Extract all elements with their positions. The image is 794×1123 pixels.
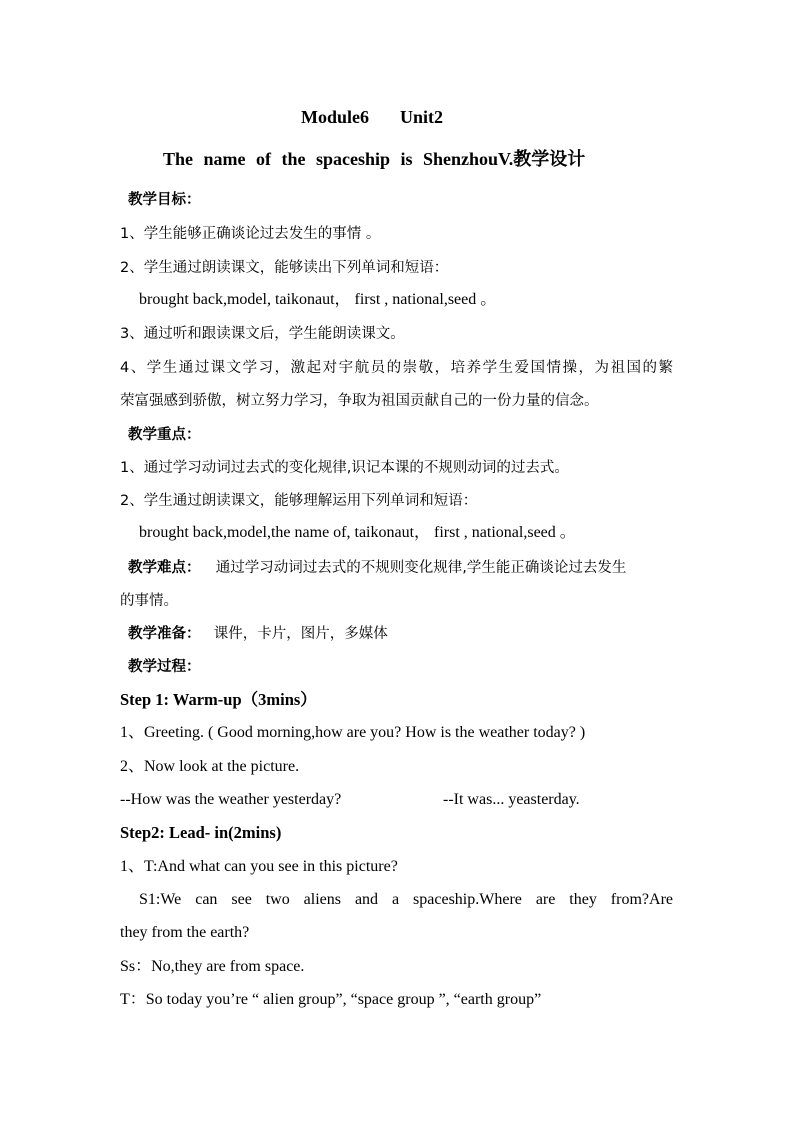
difficulties-line-1 bbox=[128, 558, 626, 578]
key-point-item-1: 1、通过学习动词过去式的变化规律,识记本课的不规则动词的过去式。 bbox=[120, 460, 569, 476]
unit-label: Unit2 bbox=[400, 107, 444, 127]
step1-question: --How was the weather yesterday? bbox=[120, 791, 342, 808]
lesson-title-en: The name of the spaceship is ShenzhouV. bbox=[163, 149, 514, 169]
key-point-item-2: 2、学生通过朗读课文，能够理解运用下列单词和短语： bbox=[120, 493, 478, 509]
objective-item-1: 1、学生能够正确谈论过去发生的事情 。 bbox=[120, 226, 381, 242]
step2-s1-line2: they from the earth? bbox=[120, 924, 250, 941]
difficulties-text: 通过学习动词过去式的不规则变化规律,学生能正确谈论过去发生 bbox=[215, 560, 627, 576]
step1-heading: Step 1: Warm-up（3mins） bbox=[120, 690, 317, 709]
objective-vocab: brought back,model, taikonaut， first , national,seed 。 bbox=[139, 291, 497, 308]
process-heading: 教学过程： bbox=[128, 659, 201, 675]
objectives-heading: 教学目标： bbox=[128, 192, 201, 208]
preparation-heading: 教学准备： bbox=[128, 626, 201, 642]
difficulties-heading: 教学难点： bbox=[128, 560, 201, 576]
step2-t-line: T：So today you’re “ alien group”, “space group ”, “earth group” bbox=[120, 991, 542, 1008]
step2-s1-line1: S1:We can see two aliens and a spaceship.Where are they from?Are bbox=[139, 891, 673, 908]
objective-item-4-line1: 4、学生通过课文学习，激起对宇航员的崇敬，培养学生爱国情操，为祖国的繁 bbox=[120, 360, 673, 376]
lesson-title-cn: 教学设计 bbox=[513, 149, 586, 170]
step2-item-1: 1、T:And what can you see in this picture? bbox=[120, 858, 398, 875]
step2-heading: Step2: Lead- in(2mins) bbox=[120, 823, 282, 842]
step1-item-2: 2、Now look at the picture. bbox=[120, 758, 300, 775]
objective-item-4-line2: 荣富强感到骄傲，树立努力学习，争取为祖国贡献自己的一份力量的信念。 bbox=[120, 393, 599, 409]
objective-item-3: 3、通过听和跟读课文后，学生能朗读课文。 bbox=[120, 326, 405, 342]
module-title bbox=[301, 107, 443, 127]
lesson-title bbox=[163, 149, 585, 171]
key-point-vocab: brought back,model,the name of, taikonaut， first , national,seed 。 bbox=[139, 524, 576, 541]
preparation-line bbox=[128, 624, 388, 644]
step1-item-1: 1、Greeting. ( Good morning,how are you? How is the weather today? ) bbox=[120, 724, 586, 741]
module-label: Module6 bbox=[301, 107, 370, 127]
preparation-text: 课件，卡片，图片，多媒体 bbox=[213, 626, 388, 642]
step2-ss-line: Ss：No,they are from space. bbox=[120, 958, 305, 975]
key-points-heading: 教学重点： bbox=[128, 427, 201, 443]
objective-item-2: 2、学生通过朗读课文，能够读出下列单词和短语： bbox=[120, 260, 449, 276]
difficulties-line-2: 的事情。 bbox=[120, 593, 178, 609]
step1-answer: --It was... yeasterday. bbox=[443, 791, 580, 808]
